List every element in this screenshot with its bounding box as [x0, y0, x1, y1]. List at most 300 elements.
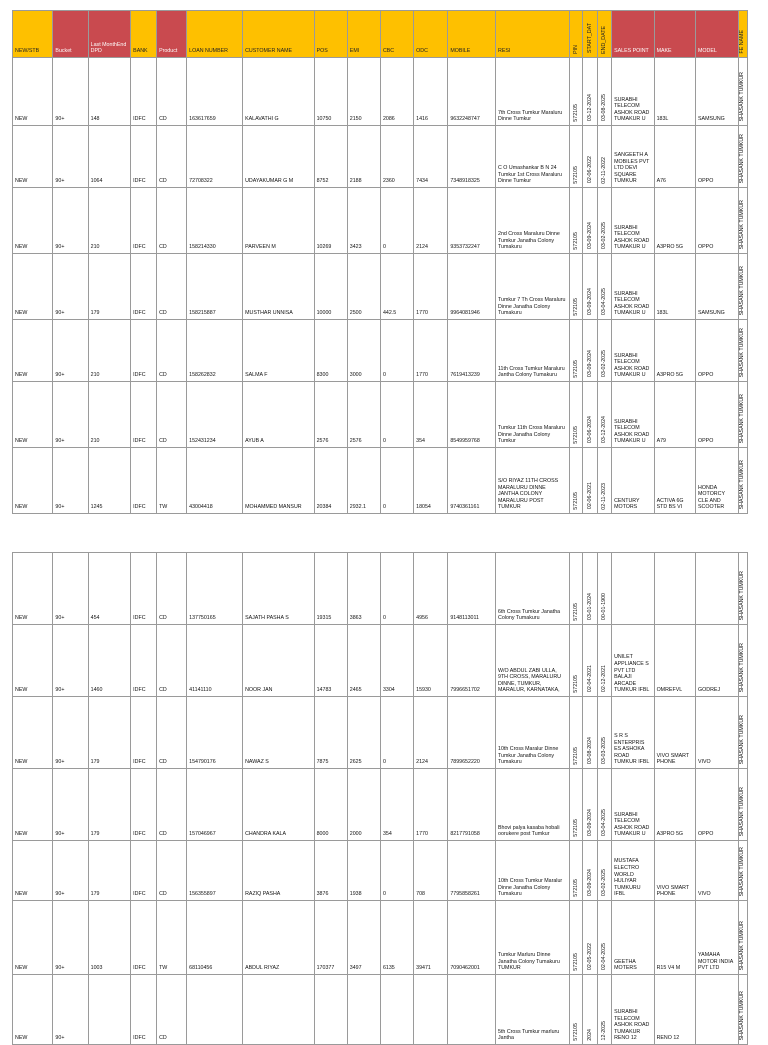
cell-emi: 2150 — [347, 58, 380, 126]
cell-cbc: 0 — [380, 188, 413, 254]
cell-end: 02-04-2025 — [597, 901, 612, 975]
cell-product: CD — [157, 382, 187, 448]
cell-start: 2024 — [583, 975, 598, 1045]
cell-resi: 10th Cross Tumkur Maralur Dinne Janatha Colony Tumakuru — [496, 841, 570, 901]
cell-emi: 3423 — [347, 188, 380, 254]
cell-end: 03-08-2025 — [597, 58, 612, 126]
cell-make: A79 — [654, 382, 695, 448]
cell-status: NEW — [13, 254, 53, 320]
cell-emi: 2625 — [347, 697, 380, 769]
cell-make: VIVO SMART PHONE — [654, 841, 695, 901]
cell-resi: C O Umashankar B N 24 Tumkur 1st Cross Maraluru Dinne Tumkur — [496, 126, 570, 188]
cell-resi: 7th Cross Tumkur Maraluru Dinne Tumkur — [496, 58, 570, 126]
cell-product: CD — [157, 553, 187, 625]
cell-dpd: 148 — [88, 58, 131, 126]
cell-product: CD — [157, 697, 187, 769]
cell-pos: 2576 — [314, 382, 347, 448]
cell-resi: 10th Cross Maralur Dinne Tumkur Janatha Colony Tumakuru — [496, 697, 570, 769]
cell-cbc: 0 — [380, 448, 413, 514]
cell-name: AYUB A — [243, 382, 315, 448]
cell-pos: 14783 — [314, 625, 347, 697]
cell-pos: 8300 — [314, 320, 347, 382]
table-row — [13, 382, 748, 448]
cell-odc: 1770 — [414, 769, 448, 841]
cell-cbc — [380, 975, 413, 1045]
cell-fe: SHASANK TUMKUR — [738, 625, 747, 697]
cell-loan: 158262832 — [187, 320, 243, 382]
cell-odc: 1770 — [414, 320, 448, 382]
table-row — [13, 320, 748, 382]
cell-resi: Tumkur 7 Th Cross Maraluru Dinne Janatha Colony Tumakuru — [496, 254, 570, 320]
table-row — [13, 975, 748, 1045]
cell-name: UDAYAKUMAR G M — [243, 126, 315, 188]
cell-make: A3PRO 5G — [654, 769, 695, 841]
cell-product: CD — [157, 841, 187, 901]
cell-name: NAWAZ S — [243, 697, 315, 769]
cell-status: NEW — [13, 697, 53, 769]
cell-pin: 572105 — [569, 320, 582, 382]
cell-bucket: 90+ — [53, 697, 88, 769]
cell-bank: IDFC — [131, 975, 157, 1045]
cell-cbc: 0 — [380, 553, 413, 625]
cell-model: OPPO — [696, 382, 739, 448]
cell-model: YAMAHA MOTOR INDIA PVT LTD — [696, 901, 739, 975]
cell-product: CD — [157, 58, 187, 126]
cell-sales: CENTURY MOTORS — [612, 448, 655, 514]
cell-name: SAJATH PASHA S — [243, 553, 315, 625]
cell-pos: 8752 — [314, 126, 347, 188]
cell-bucket: 90+ — [53, 975, 88, 1045]
cell-loan: 41141110 — [187, 625, 243, 697]
cell-name: KALAVATHI G — [243, 58, 315, 126]
cell-bucket: 90+ — [53, 382, 88, 448]
cell-sales: S R S ENTERPRIS ES ASHOKA ROAD TUMKUR IFBL — [612, 697, 655, 769]
cell-name: MOHAMMED MANSUR — [243, 448, 315, 514]
cell-model: SAMSUNG — [696, 254, 739, 320]
cell-fe: SHASANK TUMKUR — [738, 126, 747, 188]
cell-bank: IDFC — [131, 697, 157, 769]
header-fe-name: FE NAME — [738, 11, 747, 58]
cell-pin: 572105 — [569, 448, 582, 514]
cell-pin: 572105 — [569, 975, 582, 1045]
header-start-date: START_DAT — [583, 11, 598, 58]
cell-fe: SHASANK TUMKUR — [738, 58, 747, 126]
cell-end: 12-2025 — [597, 975, 612, 1045]
cell-end: 02-11-2022 — [597, 126, 612, 188]
cell-mobile: 9148113011 — [448, 553, 496, 625]
cell-mobile: 9353732247 — [448, 188, 496, 254]
cell-loan: 156355897 — [187, 841, 243, 901]
cell-pos: 10269 — [314, 188, 347, 254]
header-cbc: CBC — [380, 11, 413, 58]
header-make: MAKE — [654, 11, 695, 58]
cell-fe: SHASANK TUMKUR — [738, 769, 747, 841]
cell-start: 03-09-2024 — [583, 254, 598, 320]
cell-sales: SURABHI TELECOM ASHOK ROAD TUMAKUR U — [612, 254, 655, 320]
header-model: MODEL — [696, 11, 739, 58]
cell-emi — [347, 975, 380, 1045]
cell-sales: SANGEETH A MOBILES PVT LTD DEVI SQUARE TUMKUR — [612, 126, 655, 188]
header-pos: POS — [314, 11, 347, 58]
cell-end: 02-11-2023 — [597, 448, 612, 514]
cell-odc: 18054 — [414, 448, 448, 514]
cell-resi: 6th Cross Tumkur Janatha Colony Tumakuru — [496, 553, 570, 625]
cell-bucket: 90+ — [53, 448, 88, 514]
cell-odc — [414, 975, 448, 1045]
cell-fe: SHASANK TUMKUR — [738, 320, 747, 382]
cell-make: R15 V4 M — [654, 901, 695, 975]
cell-bank: IDFC — [131, 553, 157, 625]
loan-table-page-1 — [12, 10, 748, 514]
cell-sales: MUSTAFA ELECTRO WORLD HULIYAR TUMKURU IFBL — [612, 841, 655, 901]
cell-mobile: 7348918325 — [448, 126, 496, 188]
header-pin: PIN — [569, 11, 582, 58]
cell-make: 183L — [654, 254, 695, 320]
cell-end: 03-04-2025 — [597, 254, 612, 320]
cell-status: NEW — [13, 901, 53, 975]
cell-product: CD — [157, 975, 187, 1045]
cell-status: NEW — [13, 58, 53, 126]
cell-cbc: 6135 — [380, 901, 413, 975]
cell-model: OPPO — [696, 188, 739, 254]
cell-bank: IDFC — [131, 625, 157, 697]
cell-model — [696, 975, 739, 1045]
header-row — [13, 11, 748, 58]
cell-make: OMREFVL — [654, 625, 695, 697]
cell-start: 03-06-2024 — [583, 382, 598, 448]
page-gap — [0, 530, 768, 552]
cell-dpd: 1460 — [88, 625, 131, 697]
cell-bucket: 90+ — [53, 126, 88, 188]
cell-pin: 572105 — [569, 126, 582, 188]
table-row — [13, 697, 748, 769]
cell-resi: 2nd Cross Maraluru Dinne Tumkur Janatha Colony Tumakuru — [496, 188, 570, 254]
cell-sales: GEETHA MOTERS — [612, 901, 655, 975]
cell-bucket: 90+ — [53, 58, 88, 126]
cell-bank: IDFC — [131, 448, 157, 514]
cell-make — [654, 553, 695, 625]
cell-odc: 7434 — [414, 126, 448, 188]
cell-fe: SHASANK TUMKUR — [738, 553, 747, 625]
cell-cbc: 442.5 — [380, 254, 413, 320]
cell-sales: SURABHI TELECOM ASHOK ROAD TUMAKUR U — [612, 188, 655, 254]
cell-dpd: 179 — [88, 697, 131, 769]
cell-name: RAZIQ PASHA — [243, 841, 315, 901]
cell-bucket: 90+ — [53, 320, 88, 382]
cell-cbc: 0 — [380, 697, 413, 769]
cell-bank: IDFC — [131, 254, 157, 320]
cell-loan: 154790176 — [187, 697, 243, 769]
cell-model: HONDA MOTORCY CLE AND SCOOTER — [696, 448, 739, 514]
cell-cbc: 3304 — [380, 625, 413, 697]
cell-status: NEW — [13, 188, 53, 254]
cell-odc: 15930 — [414, 625, 448, 697]
cell-dpd: 210 — [88, 382, 131, 448]
cell-mobile: 9632248747 — [448, 58, 496, 126]
cell-resi: 11th Cross Tumkur Maraluru Jantha Colony Tumakuru — [496, 320, 570, 382]
cell-fe: SHASANK TUMKUR — [738, 382, 747, 448]
table-row — [13, 254, 748, 320]
cell-sales: SURABHI TELECOM ASHOK ROAD TUMAKUR U — [612, 769, 655, 841]
cell-fe: SHASANK TUMKUR — [738, 901, 747, 975]
cell-pin: 572105 — [569, 625, 582, 697]
cell-pin: 572105 — [569, 58, 582, 126]
cell-cbc: 354 — [380, 769, 413, 841]
cell-resi: Bhovi palya kasaba hobali oorukere post Tumkur — [496, 769, 570, 841]
cell-loan: 163617659 — [187, 58, 243, 126]
cell-status: NEW — [13, 320, 53, 382]
cell-dpd: 1064 — [88, 126, 131, 188]
cell-product: TW — [157, 448, 187, 514]
cell-odc: 354 — [414, 382, 448, 448]
cell-pos: 10750 — [314, 58, 347, 126]
cell-bank: IDFC — [131, 841, 157, 901]
cell-name: MUSTHAR UNNISA — [243, 254, 315, 320]
cell-odc: 708 — [414, 841, 448, 901]
cell-start: 02-04-2021 — [583, 625, 598, 697]
cell-pin: 572105 — [569, 553, 582, 625]
cell-bucket: 90+ — [53, 625, 88, 697]
cell-mobile — [448, 975, 496, 1045]
cell-product: TW — [157, 901, 187, 975]
cell-loan: 158214330 — [187, 188, 243, 254]
cell-odc: 2124 — [414, 188, 448, 254]
cell-make: A76 — [654, 126, 695, 188]
cell-status: NEW — [13, 625, 53, 697]
cell-cbc: 2360 — [380, 126, 413, 188]
cell-bucket: 90+ — [53, 254, 88, 320]
cell-bucket: 90+ — [53, 188, 88, 254]
cell-status: NEW — [13, 975, 53, 1045]
cell-cbc: 0 — [380, 320, 413, 382]
cell-start: 02-06-2021 — [583, 448, 598, 514]
table-row — [13, 188, 748, 254]
cell-mobile: 9740361161 — [448, 448, 496, 514]
cell-resi: 5th Cross Tumkur marluru Jantha — [496, 975, 570, 1045]
cell-pos: 8000 — [314, 769, 347, 841]
cell-emi: 1938 — [347, 841, 380, 901]
cell-resi: Tumkur 11th Cross Maraluru Dinne Janatha Colony Tumkur — [496, 382, 570, 448]
cell-start: 03-01-2024 — [583, 553, 598, 625]
cell-bucket: 90+ — [53, 553, 88, 625]
cell-sales: UNILET APPLIANCE S PVT LTD BALAJI ARCADE TUMKUR IFBL — [612, 625, 655, 697]
table-row — [13, 553, 748, 625]
cell-make: VIVO SMART PHONE — [654, 697, 695, 769]
cell-fe: SHASANK TUMKUR — [738, 448, 747, 514]
cell-dpd: 179 — [88, 254, 131, 320]
cell-emi: 2000 — [347, 769, 380, 841]
cell-pin: 572105 — [569, 901, 582, 975]
cell-pos: 10000 — [314, 254, 347, 320]
cell-loan: 137750165 — [187, 553, 243, 625]
cell-dpd: 179 — [88, 769, 131, 841]
cell-loan: 43004418 — [187, 448, 243, 514]
cell-end: 00-01-1900 — [597, 553, 612, 625]
cell-make: 183L — [654, 58, 695, 126]
header-last-month-dpd: Last MonthEnd DPD — [88, 11, 131, 58]
cell-start: 03-09-2024 — [583, 769, 598, 841]
cell-emi: 2576 — [347, 382, 380, 448]
cell-dpd: 1245 — [88, 448, 131, 514]
cell-cbc: 0 — [380, 382, 413, 448]
cell-make: A3PRO 5G — [654, 188, 695, 254]
cell-bucket: 90+ — [53, 841, 88, 901]
cell-pos — [314, 975, 347, 1045]
header-odc: ODC — [414, 11, 448, 58]
cell-bucket: 90+ — [53, 769, 88, 841]
table-row — [13, 126, 748, 188]
cell-cbc: 2086 — [380, 58, 413, 126]
header-emi: EMI — [347, 11, 380, 58]
cell-sales: SURABHI TELECOM ASHOK ROAD TUMAKUR U — [612, 382, 655, 448]
cell-model: SAMSUNG — [696, 58, 739, 126]
cell-sales: SURABHI TELECOM ASHOK ROAD TUMAKUR U — [612, 58, 655, 126]
cell-bank: IDFC — [131, 382, 157, 448]
cell-dpd: 454 — [88, 553, 131, 625]
cell-start: 02-05-2022 — [583, 901, 598, 975]
cell-fe: SHASANK TUMKUR — [738, 841, 747, 901]
cell-loan: 157046967 — [187, 769, 243, 841]
cell-end: 03-03-2025 — [597, 697, 612, 769]
cell-bucket: 90+ — [53, 901, 88, 975]
cell-product: CD — [157, 625, 187, 697]
header-customer-name: CUSTOMER NAME — [243, 11, 315, 58]
cell-odc: 1770 — [414, 254, 448, 320]
cell-pos: 19315 — [314, 553, 347, 625]
cell-loan: 158215887 — [187, 254, 243, 320]
cell-product: CD — [157, 320, 187, 382]
cell-status: NEW — [13, 126, 53, 188]
cell-end: 02-12-2021 — [597, 625, 612, 697]
cell-emi: 3000 — [347, 320, 380, 382]
cell-loan — [187, 975, 243, 1045]
cell-mobile: 8549959768 — [448, 382, 496, 448]
table-row — [13, 841, 748, 901]
cell-dpd: 210 — [88, 188, 131, 254]
cell-bank: IDFC — [131, 188, 157, 254]
cell-name: ABDUL RIYAZ — [243, 901, 315, 975]
table-row — [13, 769, 748, 841]
header-product: Product — [157, 11, 187, 58]
cell-product: CD — [157, 769, 187, 841]
header-end-date: END_DATE — [597, 11, 612, 58]
cell-end: 03-02-2025 — [597, 320, 612, 382]
cell-odc: 1416 — [414, 58, 448, 126]
cell-model: GODREJ — [696, 625, 739, 697]
cell-start: 03-12-2024 — [583, 58, 598, 126]
cell-emi: 2932.1 — [347, 448, 380, 514]
cell-status: NEW — [13, 448, 53, 514]
cell-model: OPPO — [696, 320, 739, 382]
cell-bank: IDFC — [131, 126, 157, 188]
cell-model: OPPO — [696, 769, 739, 841]
cell-model: VIVO — [696, 697, 739, 769]
header-sales-point: SALES POINT — [612, 11, 655, 58]
cell-status: NEW — [13, 553, 53, 625]
cell-dpd: 210 — [88, 320, 131, 382]
cell-odc: 2124 — [414, 697, 448, 769]
header-new-stb: NEW/STB — [13, 11, 53, 58]
cell-sales — [612, 553, 655, 625]
cell-status: NEW — [13, 841, 53, 901]
cell-name: SALMA F — [243, 320, 315, 382]
cell-fe: SHASANK TUMKUR — [738, 975, 747, 1045]
cell-loan: 72708322 — [187, 126, 243, 188]
cell-pos: 3876 — [314, 841, 347, 901]
cell-sales: SURABHI TELECOM ASHOK ROAD TUMAKUR RENO 12 — [612, 975, 655, 1045]
header-bank: BANK — [131, 11, 157, 58]
cell-pin: 572105 — [569, 382, 582, 448]
cell-fe: SHASANK TUMKUR — [738, 697, 747, 769]
cell-fe: SHASANK TUMKUR — [738, 188, 747, 254]
header-resi: RESI — [496, 11, 570, 58]
cell-pos: 170377 — [314, 901, 347, 975]
cell-loan: 152431234 — [187, 382, 243, 448]
cell-mobile: 7090462001 — [448, 901, 496, 975]
cell-emi: 2465 — [347, 625, 380, 697]
cell-product: CD — [157, 126, 187, 188]
cell-model — [696, 553, 739, 625]
cell-mobile: 7996651702 — [448, 625, 496, 697]
cell-resi: W/O ABDUL ZABI ULLA, 9TH CROSS, MARALURU DINNE, TUMKUR, MARALUR, KARNATAKA, — [496, 625, 570, 697]
cell-pos: 7875 — [314, 697, 347, 769]
cell-status: NEW — [13, 382, 53, 448]
cell-bank: IDFC — [131, 901, 157, 975]
cell-mobile: 8217791058 — [448, 769, 496, 841]
header-bucket: Bucket — [53, 11, 88, 58]
header-loan-number: LOAN NUMBER — [187, 11, 243, 58]
cell-emi: 2500 — [347, 254, 380, 320]
cell-resi: Tumkur Marluru Dinne Janatha Colony Tumakuru TUMKUR — [496, 901, 570, 975]
cell-start: 03-09-2024 — [583, 841, 598, 901]
cell-dpd: 179 — [88, 841, 131, 901]
header-mobile: MOBILE — [448, 11, 496, 58]
cell-mobile: 7619413239 — [448, 320, 496, 382]
cell-model: OPPO — [696, 126, 739, 188]
cell-end: 03-02-2025 — [597, 841, 612, 901]
table-row — [13, 448, 748, 514]
cell-make: RENO 12 — [654, 975, 695, 1045]
cell-odc: 39471 — [414, 901, 448, 975]
cell-name: PARVEEN M — [243, 188, 315, 254]
cell-emi: 3497 — [347, 901, 380, 975]
cell-pos: 20384 — [314, 448, 347, 514]
table-row — [13, 901, 748, 975]
cell-pin: 572105 — [569, 841, 582, 901]
cell-start: 03-09-2024 — [583, 188, 598, 254]
cell-name: NOOR JAN — [243, 625, 315, 697]
cell-dpd — [88, 975, 131, 1045]
cell-bank: IDFC — [131, 320, 157, 382]
cell-bank: IDFC — [131, 769, 157, 841]
cell-bank: IDFC — [131, 58, 157, 126]
cell-sales: SURABHI TELECOM ASHOK ROAD TUMAKUR U — [612, 320, 655, 382]
cell-end: 03-02-2025 — [597, 188, 612, 254]
cell-mobile: 7795858261 — [448, 841, 496, 901]
cell-emi: 2188 — [347, 126, 380, 188]
cell-start: 02-06-2022 — [583, 126, 598, 188]
cell-dpd: 1003 — [88, 901, 131, 975]
cell-pin: 572105 — [569, 188, 582, 254]
cell-pin: 572105 — [569, 769, 582, 841]
cell-emi: 3863 — [347, 553, 380, 625]
cell-fe: SHASANK TUMKUR — [738, 254, 747, 320]
table-row — [13, 58, 748, 126]
cell-resi: S/O RIYAZ 11TH CROSS MARALURU DINNE JANTHA COLONY MARALURU POST TUMKUR — [496, 448, 570, 514]
cell-name: CHANDRA KALA — [243, 769, 315, 841]
cell-status: NEW — [13, 769, 53, 841]
cell-mobile: 9964081946 — [448, 254, 496, 320]
